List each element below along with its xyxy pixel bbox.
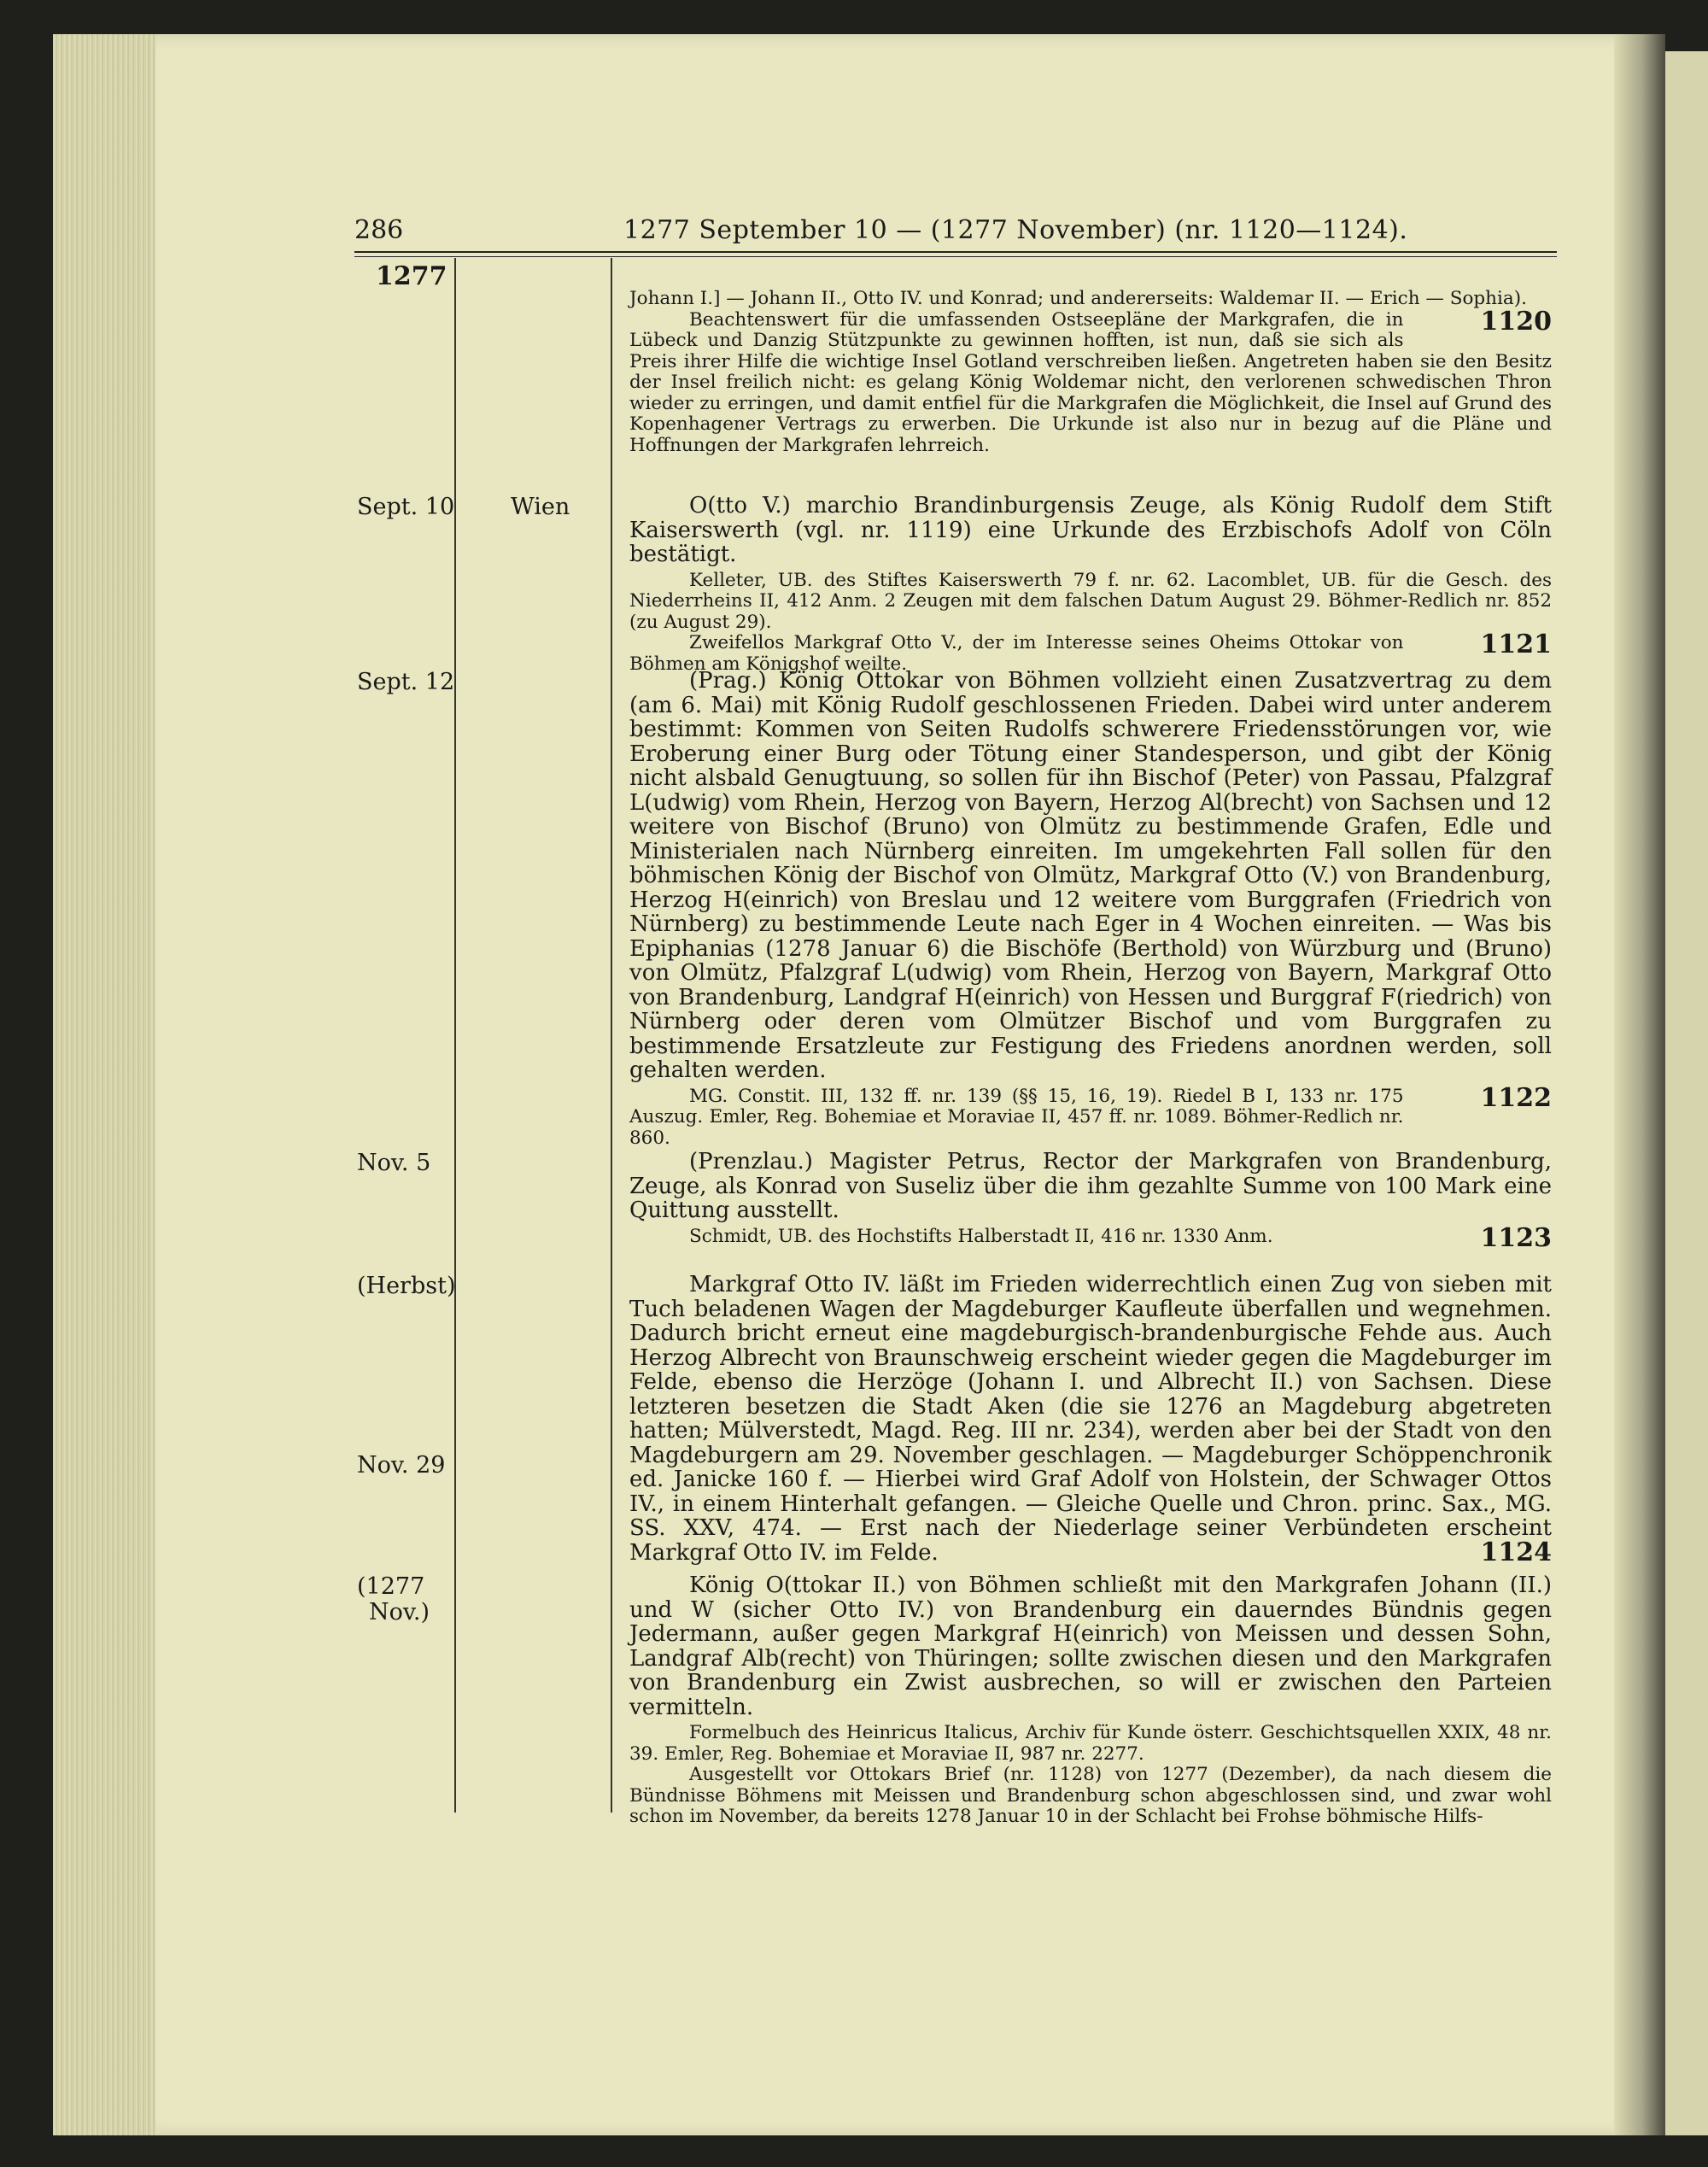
entry-1121 — [629, 494, 1552, 675]
entry-source: Kelleter, UB. des Stiftes Kaiserswerth 79 f. nr. 62. Lacomblet, UB. für die Gesch. des Niederrheins II, 412 Anm. 2 Zeugen mit dem falschen Datum August 29. Böhmer-Redlich nr. 852 (zu August 29). — [629, 569, 1552, 633]
running-title: 1277 September 10 — (1277 November) (nr. 1120—1124). — [623, 215, 1408, 245]
header-rule — [354, 251, 1557, 253]
entry-paragraph: (Prenzlau.) Magister Petrus, Rector der Markgrafen von Brandenburg, Zeuge, als Konrad von Suseliz über die ihm gezahlte Summe von 100 Mark eine Quittung ausstellt. — [629, 1149, 1552, 1223]
entry-number: 1124 — [1480, 1537, 1552, 1567]
entry-source: 1123 Schmidt, UB. des Hochstifts Halberstadt II, 416 nr. 1330 Anm. — [689, 1222, 1552, 1253]
entry-source: Formelbuch des Heinricus Italicus, Archiv für Kunde österr. Geschichtsquellen XXIX, 48 nr. 39. Emler, Reg. Bohemiae et Moraviae II, 987 nr. 2277. — [629, 1722, 1552, 1765]
column-divider-date — [454, 258, 456, 1813]
entry-number: 1123 — [1480, 1222, 1552, 1253]
entry-paragraph: König O(ttokar II.) von Böhmen schließt mit den Markgrafen Johann (II.) und W (sicher Otto IV.) von Brandenburg ein dauerndes Bündnis gegen Jedermann, außer gegen Markgraf H(einrich) von Meissen und dessen Sohn, Landgraf Alb(recht) von Thüringen; sollte zwischen diesen und den Markgrafen von Brandenburg ein Zwist ausbrechen, so will er zwischen den Parteien vermitteln. — [629, 1573, 1552, 1720]
column-divider-place — [611, 258, 612, 1813]
entry-date: Sept. 12 — [357, 669, 455, 695]
header-rule-thin — [354, 256, 1557, 257]
entry-date-secondary: Nov.) — [369, 1599, 430, 1625]
entry-date: Nov. 5 — [357, 1150, 431, 1176]
page-stack-edge — [53, 34, 155, 2135]
entry-number: 1122 — [1480, 1082, 1552, 1113]
entry-date: (Herbst) — [357, 1273, 456, 1299]
entry-paragraph: (Prag.) König Ottokar von Böhmen vollzieht einen Zusatzvertrag zu dem (am 6. Mai) mit König Rudolf geschlossenen Frieden. Dabei wird unter anderem bestimmt: Kommen von Seiten Rudolfs schwerere Friedensstörungen vor, wie Eroberung einer Burg oder Tötung einer Standesperson, und gibt der König nicht alsbald Genugtuung, so sollen für ihn Bischof (Peter) von Passau, Pfalzgraf L(udwig) vom Rhein, Herzog von Bayern, Herzog Al(brecht) von Sachsen und 12 weitere von Bischof (Bruno) von Olmütz zu bestimmende Grafen, Edle und Ministerialen nach Nürnberg einreiten. Im umgekehrten Fall sollen für den böhmischen König der Bischof von Olmütz, Markgraf Otto (V.) von Brandenburg, Herzog H(einrich) von Breslau und 12 weitere vom Burggrafen (Friedrich von Nürnberg) zu bestimmende Leute nach Eger in 4 Wochen einreiten. — Was bis Epiphanias (1278 Januar 6) die Bischöfe (Berthold) von Würzburg und (Bruno) von Olmütz, Pfalzgraf L(udwig) vom Rhein, Herzog von Bayern, Markgraf Otto von Brandenburg, Landgraf H(einrich) von Hessen und Burggraf F(riedrich) von Nürnberg oder deren vom Olmützer Bischof und vom Burggrafen zu bestimmende Ersatzleute zur Festigung des Friedens anordnen werden, soll gehalten werden. — [629, 668, 1552, 1083]
entry-paragraph: O(tto V.) marchio Brandinburgensis Zeuge, als König Rudolf dem Stift Kaiserswerth (vgl. nr. 1119) eine Urkunde des Erzbischofs Adolf von Cöln bestätigt. — [629, 493, 1552, 567]
entry-source: 1122 MG. Constit. III, 132 ff. nr. 139 (§§ 15, 16, 19). Riedel B I, 133 nr. 175 Auszug. Emler, Reg. Bohemiae et Moraviae II, 457 ff. nr. 1089. Böhmer-Redlich nr. 860. — [629, 1082, 1552, 1149]
facing-page-edge — [1665, 51, 1708, 2135]
entry-1120 — [629, 289, 1552, 456]
entry-paragraph: Johann I.] — Johann II., Otto IV. und Konrad; und andererseits: Waldemar II. — Erich — Sophia). — [629, 288, 1527, 309]
entry-1125 — [629, 1573, 1552, 1828]
entry-note: 1120 Beachtenswert für die umfassenden Ostseepläne der Markgrafen, die in Lübeck und Danzig Stützpunkte zu gewinnen hofften, ist nun, daß sie sich als Preis ihrer Hilfe die wichtige Insel Gotland verschreiben ließen. Angetreten haben sie den Besitz der Insel freilich nicht: es gelang König Woldemar nicht, den verlorenen schwedischen Thron wieder zu erringen, und damit entfiel für die Markgrafen die Möglichkeit, die Insel auf Grund des Kopenhagener Vertrags zu erwerben. Die Urkunde ist also nur in bezug auf die Pläne und Hoffnungen der Markgrafen lehrreich. — [629, 306, 1552, 456]
entry-place: Wien — [511, 494, 570, 520]
entry-1124 — [629, 1273, 1552, 1565]
entry-number: 1120 — [1480, 306, 1552, 337]
page-number: 286 — [354, 215, 404, 245]
entry-1122 — [629, 669, 1552, 1149]
year-label: 1277 — [376, 261, 447, 291]
entry-note: 1121 Zweifellos Markgraf Otto V., der im Interesse seines Oheims Ottokar von Böhmen am Königshof weilte. — [629, 630, 1552, 675]
entry-number: 1121 — [1480, 630, 1552, 659]
book-gutter — [1614, 34, 1665, 2135]
entry-date: (1277 — [357, 1573, 425, 1600]
entry-1123 — [629, 1149, 1552, 1253]
entry-date-secondary: Nov. 29 — [357, 1452, 446, 1479]
entry-date: Sept. 10 — [357, 494, 455, 520]
entry-paragraph: Markgraf Otto IV. läßt im Frieden widerrechtlich einen Zug von sieben mit Tuch beladenen Wagen der Magdeburger Kaufleute überfallen und wegnehmen. Dadurch bricht erneut eine magdeburgisch-brandenburgische Fehde aus. Auch Herzog Albrecht von Braunschweig erscheint wieder gegen die Magdeburger im Felde, ebenso die Herzöge (Johann I. und Albrecht II.) von Sachsen. Diese letzteren besetzen die Stadt Aken (die sie 1276 an Magdeburg abgetreten hatten; Mülverstedt, Magd. Reg. III nr. 234), werden aber bei der Stadt von den Magdeburgern am 29. November geschlagen. — Magdeburger Schöppenchronik ed. Janicke 160 f. — Hierbei wird Graf Adolf von Holstein, der Schwager Ottos IV., in einem Hinterhalt gefangen. — Gleiche Quelle und Chron. princ. Sax., MG. SS. XXV, 474. — Erst nach der Niederlage seiner Verbündeten erscheint Markgraf Otto IV. im Felde. 1124 — [629, 1272, 1552, 1567]
entry-note: Ausgestellt vor Ottokars Brief (nr. 1128) von 1277 (Dezember), da nach diesem die Bündnisse Böhmens mit Meissen und Brandenburg schon abgeschlossen sind, und zwar wohl schon im November, da bereits 1278 Januar 10 in der Schlacht bei Frohse böhmische Hilfs- — [629, 1764, 1552, 1827]
